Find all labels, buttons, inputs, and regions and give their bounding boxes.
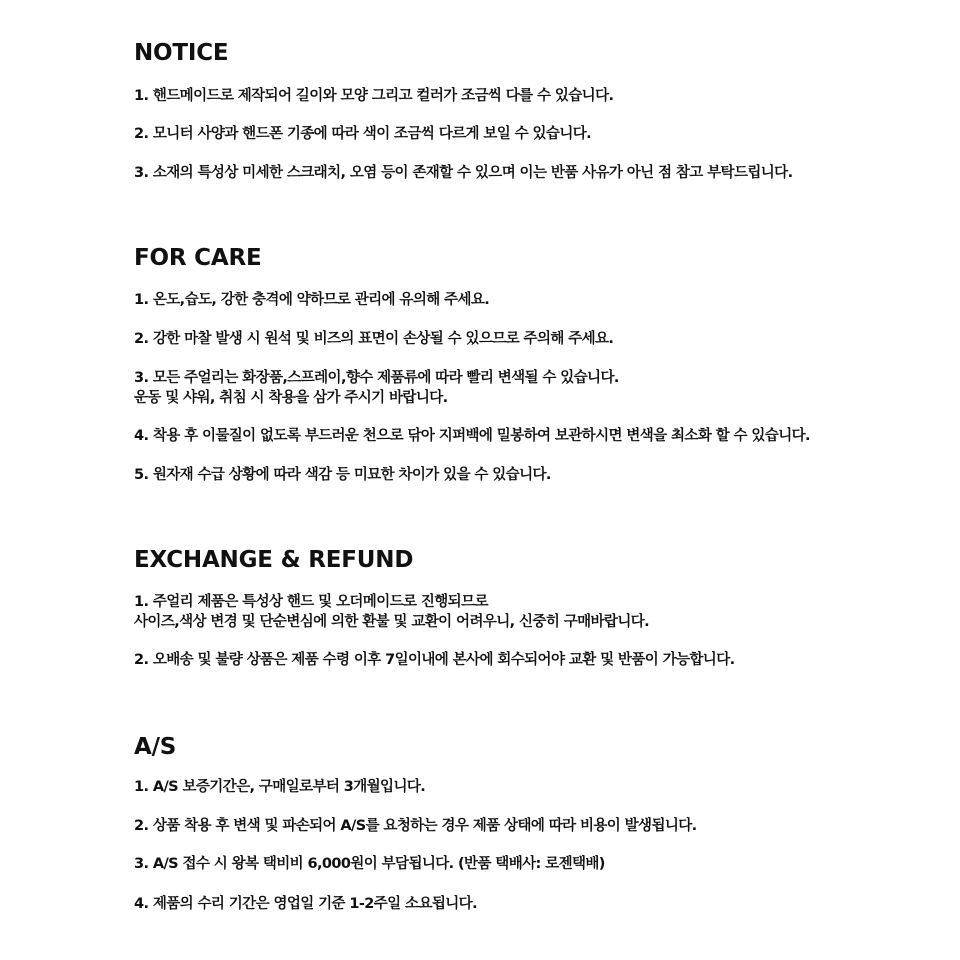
care-item-2: 2. 강한 마찰 발생 시 원석 및 비즈의 표면이 손상될 수 있으므로 주의해 주세요. xyxy=(134,331,614,347)
exchange-refund-heading: EXCHANGE & REFUND xyxy=(134,547,414,573)
notice-heading: NOTICE xyxy=(134,40,229,66)
exchange-item-1: 1. 주얼리 제품은 특성상 핸드 및 오더메이드로 진행되므로 사이즈,색상 변경 및 단순변심에 의한 환불 및 교환이 어려우니, 신중히 구매바랍니다. xyxy=(134,594,650,630)
notice-item-3: 3. 소재의 특성상 미세한 스크래치, 오염 등이 존재할 수 있으며 이는 반품 사유가 아닌 점 참고 부탁드립니다. xyxy=(134,165,793,181)
as-item-2: 2. 상품 착용 후 변색 및 파손되어 A/S를 요청하는 경우 제품 상태에 따라 비용이 발생됩니다. xyxy=(134,818,697,834)
as-item-1: 1. A/S 보증기간은, 구매일로부터 3개월입니다. xyxy=(134,779,426,795)
for-care-heading: FOR CARE xyxy=(134,245,262,271)
care-item-3: 3. 모든 주얼리는 화장품,스프레이,향수 제품류에 따라 빨리 변색될 수 있습니다. 운동 및 샤워, 취침 시 착용을 삼가 주시기 바랍니다. xyxy=(134,370,619,406)
care-item-5: 5. 원자재 수급 상황에 따라 색감 등 미묘한 차이가 있을 수 있습니다. xyxy=(134,467,551,483)
as-item-4: 4. 제품의 수리 기간은 영업일 기준 1-2주일 소요됩니다. xyxy=(134,896,477,912)
notice-item-1: 1. 핸드메이드로 제작되어 길이와 모양 그리고 컬러가 조금씩 다를 수 있습니다. xyxy=(134,88,614,104)
notice-item-2: 2. 모니터 사양과 핸드폰 기종에 따라 색이 조금씩 다르게 보일 수 있습니다. xyxy=(134,126,592,142)
as-heading: A/S xyxy=(134,734,177,760)
care-item-1: 1. 온도,습도, 강한 충격에 약하므로 관리에 유의해 주세요. xyxy=(134,292,490,308)
care-item-4: 4. 착용 후 이물질이 없도록 부드러운 천으로 닦아 지퍼백에 밀봉하여 보관하시면 변색을 최소화 할 수 있습니다. xyxy=(134,428,810,444)
as-item-3: 3. A/S 접수 시 왕복 택비비 6,000원이 부담됩니다. (반품 택배사: 로젠택배) xyxy=(134,856,605,872)
exchange-item-2: 2. 오배송 및 불량 상품은 제품 수령 이후 7일이내에 본사에 회수되어야 교환 및 반품이 가능합니다. xyxy=(134,652,735,668)
